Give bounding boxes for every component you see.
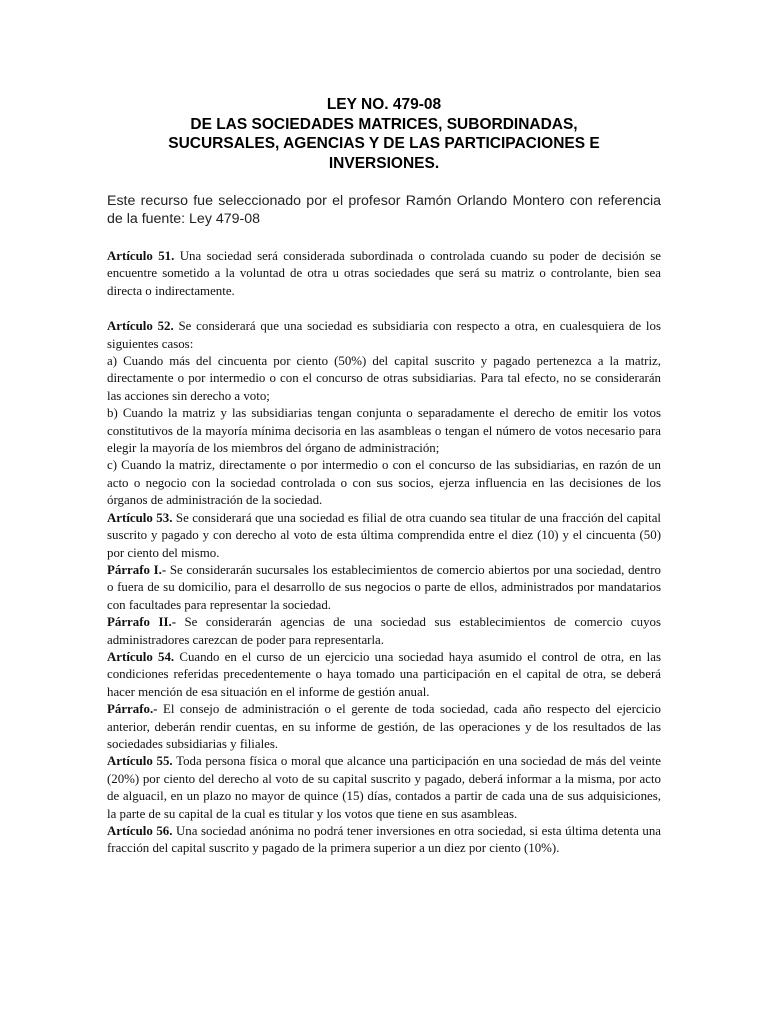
article-heading: Artículo 51. [107, 249, 175, 263]
article-text: Una sociedad anónima no podrá tener inversiones en otra sociedad, si esta última detenta una fracción del capital suscrito y pagado de la primera superior a un diez por ciento (10%). [107, 824, 661, 856]
article-53 [107, 510, 661, 562]
paragraph-heading: Párrafo I.- [107, 562, 167, 577]
article-heading: Artículo 54. [107, 649, 175, 664]
article-52 [107, 318, 661, 353]
paragraph-text: Se considerarán agencias de una sociedad sus establecimientos de comercio cuyos administradores carezcan de poder para representarla. [107, 615, 662, 647]
article-text: Se considerará que una sociedad es filial de otra cuando sea titular de una fracción del capital suscrito y pagado y con derecho al voto de esta última comprendida entre el diez (10) y el cincuenta (50) por ciento del mismo. [107, 510, 661, 560]
article-text: Cuando en el curso de un ejercicio una sociedad haya asumido el control de otra, en las condiciones referidas precedentemente o haya tomado una participación en el capital de otra, se deberá hacer mención de esa situación en el informe de gestión anual. [107, 649, 661, 699]
article-heading: Artículo 56. [107, 824, 173, 838]
article-55 [107, 753, 661, 823]
paragraph-ii [107, 614, 661, 649]
paragraph-text: Se considerarán sucursales los establecimientos de comercio abiertos por una sociedad, dentro o fuera de su domicilio, para el desarrollo de sus negocios o parte de ellos, administrados por mandatarios con facultades para representar la sociedad. [107, 562, 662, 612]
title-line: INVERSIONES. [328, 154, 440, 172]
paragraph-heading: Párrafo II.- [107, 615, 176, 630]
title-line: LEY NO. 479-08 [326, 96, 442, 113]
document-title [90, 95, 678, 173]
article-heading: Artículo 53. [107, 510, 173, 525]
article-52-case-b: b) Cuando la matriz y las subsidiarias tengan conjunta o separadamente el derecho de emitir los votos constitutivos de la mayoría mínima decisoria en las asambleas o tengan el número de votos necesario para elegir la mayoría de los miembros del órgano de administración; [107, 406, 661, 456]
paragraph-54 [107, 701, 661, 753]
article-54 [107, 649, 661, 701]
paragraph-i [107, 562, 661, 614]
article-52-case-a: a) Cuando más del cincuenta por ciento (50%) del capital suscrito y pagado pertenezca a la matriz, directamente o por intermedio o con el concurso de otras subsidiarias. Para tal efecto, no se considerarán las acciones sin derecho a voto; [107, 354, 661, 403]
article-51 [107, 248, 661, 300]
title-line: SUCURSALES, AGENCIAS Y DE LAS PARTICIPACIONES E [168, 135, 600, 152]
title-line: DE LAS SOCIEDADES MATRICES, SUBORDINADAS, [190, 115, 578, 133]
paragraph-text: El consejo de administración o el gerente de toda sociedad, cada año respecto del ejercicio anterior, deberán rendir cuentas, en su informe de gestión, de las operaciones y de los resultados de las sociedades subsidiarias y filiales. [107, 702, 661, 751]
article-52-case-c: c) Cuando la matriz, directamente o por intermedio o con el concurso de las subsidiarias, en razón de un acto o negocio con la sociedad controlada o con sus socios, ejerza influencia en las decisiones de los órganos de administración de la sociedad. [107, 458, 661, 508]
article-heading: Artículo 52. [107, 319, 174, 334]
article-text: Toda persona física o moral que alcance una participación en una sociedad de más del veinte (20%) por ciento del derecho al voto de su capital suscrito y pagado, deberá informar a la misma, por acto de alguacil, en un plazo no mayor de quince (15) días, contados a partir de cada una de sus adquisiciones, la parte de su capital de la cual es titular y los votos que tiene en sus asambleas. [107, 754, 661, 821]
document-body [107, 248, 661, 858]
source-note: Este recurso fue seleccionado por el profesor Ramón Orlando Montero con referencia de la fuente: Ley 479-08 [107, 193, 661, 227]
article-heading: Artículo 55. [107, 754, 173, 769]
article-text: Se considerará que una sociedad es subsidiaria con respecto a otra, en cualesquiera de los siguientes casos: [107, 319, 661, 351]
article-56 [107, 823, 661, 858]
article-text: Una sociedad será considerada subordinada o controlada cuando su poder de decisión se encuentre sometido a la voluntad de otra u otras sociedades que será su matriz o controlante, bien sea directa o indirectamente. [107, 249, 661, 298]
paragraph-heading: Párrafo.- [107, 702, 158, 717]
